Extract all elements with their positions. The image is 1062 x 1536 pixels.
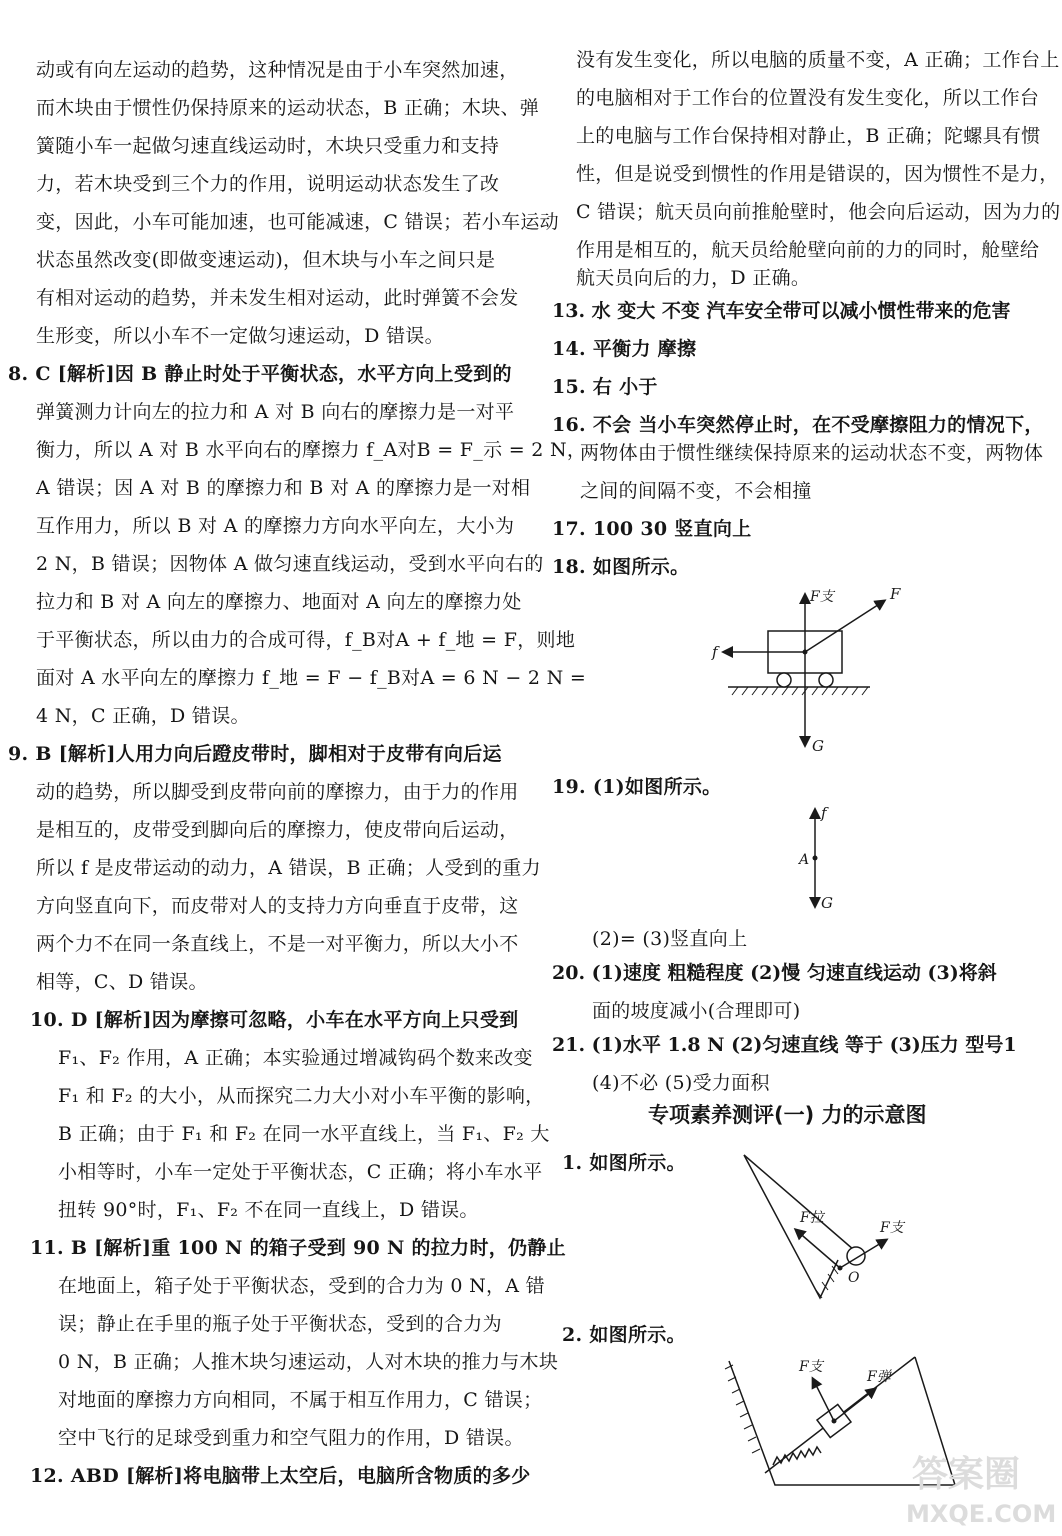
text-line: 变，因此，小车可能加速，也可能减速，C 错误；若小车运动 <box>36 211 559 233</box>
text-line: F₁、F₂ 作用，A 正确；本实验通过增减钩码个数来改变 <box>58 1047 533 1069</box>
answer-17: 17. 100 30 竖直向上 <box>552 518 752 540</box>
answer-11: 11. B [解析]重 100 N 的箱子受到 90 N 的拉力时，仍静止 <box>30 1237 566 1259</box>
text-line: 误；静止在手里的瓶子处于平衡状态，受到的合力为 <box>58 1313 502 1335</box>
text-line: 方向竖直向下，而皮带对人的支持力方向垂直于皮带，这 <box>36 895 519 917</box>
text-line: 拉力和 B 对 A 向左的摩擦力、地面对 A 向左的摩擦力处 <box>36 591 522 613</box>
answer-15: 15. 右 小于 <box>552 376 658 398</box>
text-line: 作用是相互的，航天员给舱壁向前的力的同时，舱壁给 <box>576 239 1040 261</box>
svg-text:答案圈: 答案圈 <box>912 1454 1021 1495</box>
label-F-support: F支 <box>880 1220 904 1236</box>
text-line: 动或有向左运动的趋势，这种情况是由于小车突然加速， <box>36 59 519 81</box>
text-line: 于平衡状态，所以由力的合成可得，f_B对A + f_地 = F，则地 <box>36 629 576 651</box>
text-line: 弹簧测力计向左的拉力和 A 对 B 向右的摩擦力是一对平 <box>36 401 515 423</box>
answer-12: 12. ABD [解析]将电脑带上太空后，电脑所含物质的多少 <box>30 1465 531 1487</box>
text-line: 上的电脑与工作台保持相对静止，B 正确；陀螺具有惯 <box>576 125 1041 147</box>
pull-force-arrow <box>805 601 884 652</box>
answer-9: 9. B [解析]人用力向后蹬皮带时，脚相对于皮带有向后运 <box>8 743 502 765</box>
text-line: 生形变，所以小车不一定做匀速运动，D 错误。 <box>36 325 444 347</box>
text-line: 衡力，所以 A 对 B 水平向右的摩擦力 f_A对B = F_示 = 2 N， <box>36 439 587 461</box>
text-line: 航天员向后的力，D 正确。 <box>576 267 811 289</box>
answer-21: 21. (1)水平 1.8 N (2)匀速直线 等于 (3)压力 型号1 <box>552 1034 1017 1056</box>
text-line: 有相对运动的趋势，并未发生相对运动，此时弹簧不会发 <box>36 287 519 309</box>
answer-8: 8. C [解析]因 B 静止时处于平衡状态，水平方向上受到的 <box>8 363 512 385</box>
label-F-elastic: F弹 <box>867 1369 891 1385</box>
string <box>744 1155 854 1250</box>
text-line: 簧随小车一起做匀速直线运动时，木块只受重力和支持 <box>36 135 500 157</box>
text-line: 没有发生变化，所以电脑的质量不变，A 正确；工作台上 <box>576 49 1060 71</box>
elastic-force-arrow <box>834 1389 875 1421</box>
text-line: 面对 A 水平向左的摩擦力 f_地 = F − f_B对A = 6 N − 2 N = <box>36 667 587 689</box>
text-line: C 错误；航天员向前推舱壁时，他会向后运动，因为力的 <box>576 201 1061 223</box>
answer-13: 13. 水 变大 不变 汽车安全带可以减小惯性带来的危害 <box>552 300 1011 322</box>
text-line: 4 N，C 正确，D 错误。 <box>36 705 250 727</box>
text-line: A 错误；因 A 对 B 的摩擦力和 B 对 A 的摩擦力是一对相 <box>36 477 531 499</box>
text-line: 对地面的摩擦力方向相同，不属于相互作用力，C 错误； <box>58 1389 543 1411</box>
label-G: G <box>821 894 833 912</box>
text-line: F₁ 和 F₂ 的大小，从而探究二力大小对小车平衡的影响， <box>58 1085 545 1107</box>
label-F-support: F支 <box>810 589 834 605</box>
text-line: 面的坡度减小(合理即可) <box>592 1000 801 1022</box>
section-figure-1 <box>730 1150 930 1310</box>
text-line: 是相互的，皮带受到脚向后的摩擦力，使皮带向后运动， <box>36 819 519 841</box>
label-F-support: F支 <box>799 1359 823 1375</box>
text-line: 2 N，B 错误；因物体 A 做匀速直线运动，受到水平向右的 <box>36 553 544 575</box>
text-line: 相等，C、D 错误。 <box>36 971 208 993</box>
label-G: G <box>812 737 824 755</box>
answer-14: 14. 平衡力 摩擦 <box>552 338 697 360</box>
text-line: 而木块由于惯性仍保持原来的运动状态，B 正确；木块、弹 <box>36 97 540 119</box>
figure-18 <box>700 585 920 765</box>
label-f: f <box>821 804 827 822</box>
label-f: f <box>712 643 718 661</box>
text-line: 互作用力，所以 B 对 A 的摩擦力方向水平向左，大小为 <box>36 515 515 537</box>
text-line: 小相等时，小车一定处于平衡状态，C 正确；将小车水平 <box>58 1161 543 1183</box>
text-line: 动的趋势，所以脚受到皮带向前的摩擦力，由于力的作用 <box>36 781 519 803</box>
label-F: F <box>890 585 901 603</box>
wheel <box>777 673 791 687</box>
answer-18: 18. 如图所示。 <box>552 556 690 578</box>
text-line: 力，若木块受到三个力的作用，说明运动状态发生了改 <box>36 173 500 195</box>
text-line: B 正确；由于 F₁ 和 F₂ 在同一水平直线上，当 F₁、F₂ 大 <box>58 1123 550 1145</box>
answer-19-rest: (2)= (3)竖直向上 <box>592 928 748 950</box>
watermark-logo <box>900 1440 1060 1530</box>
text-line: 之间的间隔不变，不会相撞 <box>580 480 812 502</box>
text-line: 扭转 90°时，F₁、F₂ 不在同一直线上，D 错误。 <box>58 1199 479 1221</box>
label-A: A <box>799 852 810 868</box>
text-line: (4)不必 (5)受力面积 <box>592 1072 770 1094</box>
wheel <box>819 673 833 687</box>
label-F-pull: F拉 <box>800 1210 824 1226</box>
text-line: 的电脑相对于工作台的位置没有发生变化，所以工作台 <box>576 87 1040 109</box>
answer-20: 20. (1)速度 粗糙程度 (2)慢 匀速直线运动 (3)将斜 <box>552 962 997 984</box>
text-line: 两物体由于惯性继续保持原来的运动状态不变，两物体 <box>580 442 1044 464</box>
text-line: 在地面上，箱子处于平衡状态，受到的合力为 0 N，A 错 <box>58 1275 545 1297</box>
answer-10: 10. D [解析]因为摩擦可忽略，小车在水平方向上只受到 <box>30 1009 519 1031</box>
incline-wall <box>744 1155 838 1298</box>
text-line: 性，但是说受到惯性的作用是错误的，因为惯性不是力， <box>576 163 1059 185</box>
tension-arrow <box>796 1230 840 1268</box>
section-q2: 2. 如图所示。 <box>562 1324 686 1346</box>
section-title: 专项素养测评(一) 力的示意图 <box>648 1103 927 1127</box>
answer-19: 19. (1)如图所示。 <box>552 776 722 798</box>
svg-text:MXQE.COM: MXQE.COM <box>906 1500 1057 1528</box>
spring <box>773 1447 821 1465</box>
text-line: 空中飞行的足球受到重力和空气阻力的作用，D 错误。 <box>58 1427 524 1449</box>
section-q1: 1. 如图所示。 <box>562 1152 686 1174</box>
text-line: 两个力不在同一条直线上，不是一对平衡力，所以大小不 <box>36 933 519 955</box>
figure-19 <box>795 800 855 915</box>
answer-16: 16. 不会 当小车突然停止时，在不受摩擦阻力的情况下， <box>552 414 1044 436</box>
label-O: O <box>848 1270 860 1286</box>
text-line: 0 N，B 正确；人推木块匀速运动，人对木块的推力与木块 <box>58 1351 559 1373</box>
text-line: 所以 f 是皮带运动的动力，A 错误，B 正确；人受到的重力 <box>36 857 541 879</box>
text-line: 状态虽然改变(即做变速运动)，但木块与小车之间只是 <box>36 249 496 271</box>
